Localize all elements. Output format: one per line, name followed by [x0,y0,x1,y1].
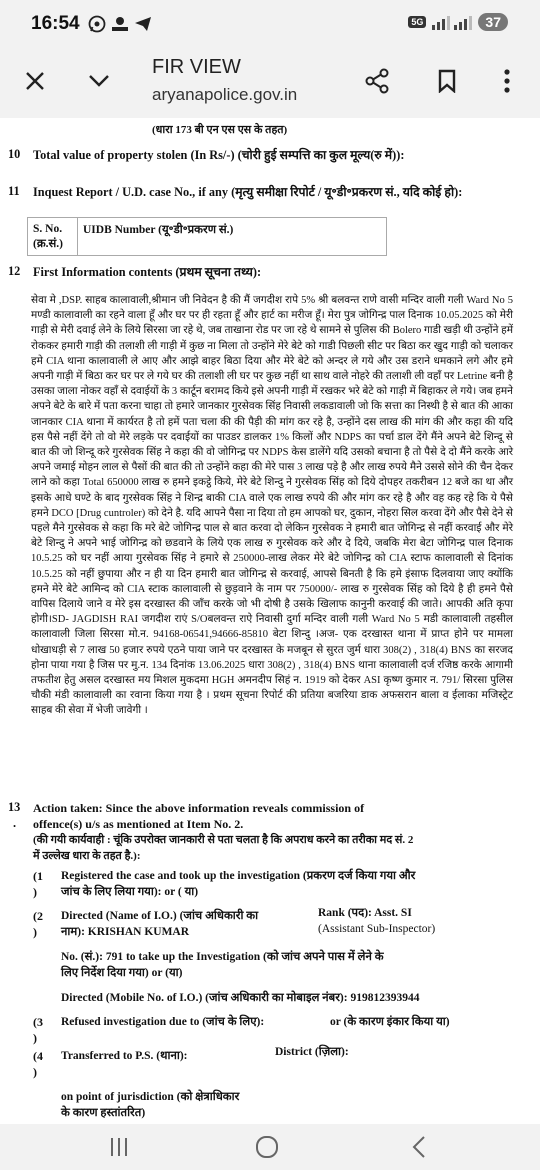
network-badge: 5G [408,16,426,28]
battery-indicator: 37 [478,13,508,31]
fir-document [0,118,540,1124]
io-name-line1: Directed (Name of I.O.) (जांच अधिकारी का [61,910,259,922]
item-10-label: Total value of property stolen (In Rs/-) (चोरी हुई सम्पत्ति का कुल मूल्य(रु में)): [33,148,405,162]
status-time: 16:54 [31,13,80,34]
item-13-hindi-line1: (की गयी कार्यवाही : चूंकि उपरोक्त जानकारी से पता चलता है कि अपराध करने का तरीका मद सं. 2 [33,834,414,846]
dainik-bhaskar-icon [110,14,130,34]
close-icon[interactable] [18,64,52,98]
status-bar [0,0,540,50]
sub-item-number: (3 [33,1015,43,1029]
item-13-hindi-line2: में उल्लेख धारा के तहत है.): [33,850,141,862]
system-nav-bar [0,1124,540,1170]
share-icon[interactable] [360,64,394,98]
sub-item-number: (1 [33,869,43,883]
item-number-dot: . [13,816,17,830]
io-rank-line2: (Assistant Sub-Inspector) [318,923,436,935]
io-mobile: Directed (Mobile No. of I.O.) (जांच अधिकारी का मोबाइल नंबर): 919812393944 [61,992,420,1004]
refused-investigation: Refused investigation due to (जांच के लिए): [61,1016,265,1028]
section-caption: (धारा 173 बी एन एस एस के तहत) [152,124,288,136]
recents-nav-icon[interactable] [104,1133,134,1161]
sub-item-number: (4 [33,1049,43,1063]
jurisdiction-line1: on point of jurisdiction (को क्षेत्राधिकार [61,1091,240,1103]
sub-item-number: (2 [33,909,43,923]
item-11-label: Inquest Report / U.D. case No., if any (मृत्यु समीक्षा रिपोर्ट / यू॰डी॰प्रकरण सं., यदि कोई हो): [33,185,463,199]
sub-item-close: ) [33,885,37,899]
item-number: 11 [8,184,20,198]
page-title: FIR VIEW [152,56,241,78]
chevron-down-icon[interactable] [82,64,116,98]
district-label: District (ज़िला): [275,1046,349,1058]
sub-item-close: ) [33,1031,37,1045]
io-name-line2: नाम): KRISHAN KUMAR [61,926,190,938]
fir-contents-text: सेवा मे ,DSP. साहब कालावाली,श्रीमान जी निवेदन है की मैं जगदीश रापे 5% श्री बलवन्त राणे वासी मन्दिर वाली गली Ward No 5 मण्डी कालावाली का रहने वाला हूँ और घर पर ही रहता हूँ और हार्ट का मरीज हूँ। मेरा पुत्र जोगिन्द्र पाल दिनाक 10.05.2025 को मेरी गाड़ी से मेरी दवाई लेने के लिये सिरसा जा रहे थे, जब ताखाना रोड पर जा रहे थे सामने से पुलिस की Bolero गाडी खड़ी थी उन्होंने हमें रोककर हमारी गाड़ी की तलाशी ली गाड़ी में कुछ ना मिला तो उन्होंने मेरे बेटे को गाडी पिछली सीट पर बिठा कर खुद गाड़ी को चलाकर हमे CIA थाना कालावाली ले आए और आझे बाहर बिठा दिया और मेरे बेटे को अन्दर ले गये और उस डराने धमकाने लगे और हमे अपनी गाड़ी में बिठा कर घर पर ले गये घर की तलाशी ली घर पर कुछ नहीं था साथ वाले नोहरे की तलाशी ली वहाँ पर Letrine बनी है उसका जाला नोकर वहाँ से दवाईयों के 3 कार्टून बरामद किये इसे अपनी गाड़ी में रखकर भरे बेटे को गाड़ी में बिहाकर ले गये। जब हमने अपने बेटे के बारे में पता करना चाहा तो हमारे जानकार गुरसेवक सिंह निवासी लकडावाली जो कि सत्ता का निस्थी है से बात की आका जानकार CIA थाना में कार्यरत है तो हमें पता चला की की पैड़ी की मांग कर रहे है, उन्होंने दस लाख की मांग की और कहा की यदि हस पैसे नहीं देंगे तो वो मेरे लड़के पर दवाईयों का पाउडर डालकर 1% किलों और NDPS का पर्चा डाल देंगे मैंने अपने बेटे शिन्दू से बात की जो शिन्दू करे गुरसेवक सिंह ने कहा की वो जोगिन्द्र पर NDPS केस डालेंगे यदि उसको बचाना है तो पैसे दे दो मैंने करके आरे अपने जमाई मोहन लाल से पैसों की बात की तो उन्होंने कहा की मेरे पास 3 लाख पड़े है और लाख रुपये मैने उससे सोने की चैन देकर लाने को कहा Total 650000 लाख रु हमने इकट्ठे किये, मेरे बेटे शिन्दु ने गुरसेवक सिंह को दिये दोपहर तकरीबन 12 बजे का था और इसके आधे घण्टे के बाद गुरसेवक सिंह ने शिन्द्र बाकी CIA वाले एक लाख रुपये की और मांग कर रहे है और वह कह रहे कि ये पैसे हमने DCO [Drug cuntroler) को देने है. यदि आपने पैसा ना दिया तो हम आपको घर, दुकान, नोहरा सिल करवा देंगे और पैसे देने से पहले मैने गुरसेवक से कहा कि मरे बेटे जोगिन्द्र पाल से बात करवा दो लेकिन गुरसेवक ने हमारी बात जोगिन्द्र से नहीं करवाई और मेरे बेटे शिन्दु ने अपने भाई जोगिन्द्र को छडवाने के लिये एक लाख रु गुरसेवक करे और दे दिये, जबकि मेरा बेटा जोगिन्द्र पाल दिनाक 10.5.25 को घर नहीं आया गुरसेवक सिंह ने हमारे से 250000-लाख लेकर मेरे बेटे जोगिन्द्र को CIA स्टाफ कालावाली से दिनांक 10.5.25 को नहीं छुपाया और न ही या दिन हमारी बात जोगिन्द्र से करवाई, आपसे बिनती है कि हमे इंसाफ दिलवाया जाए क्योंकि हमने मेरे बेटे आमिन्द को CIA स्टाक कालावाली से छुड़वाने के नाम पर 750000/- लाख रु गुरसेवक सिंह को दिये है ही हमने पैसे वापिस दिलाये जाने व मेरे इस दरखास्त की जाँच करके जो भी दोषी है उसके खिलाफ कानुनी करवाई की जाते। आपकी अति कृपा होगी।SD- JAGDISH RAI जगदीश राएं S/Oबलवन्त राऐ निवासी दुर्गा मन्दिर वाली गली Ward No 5 मडी कालावाली तहसील कालावाली जिला सिरसा मो.न. 94168-06541,94666-85810 बेटा शिन्दु ।अज- एक दरखास्त थाना में प्राप्त होने पर मामला धोखाधड़ी से 7 लाख 50 हजार रुपये एठने पाया जाने पर दरखास्त के मजबून से सुरत जुर्म धारा 308(2) , 318(4) BNS का सरजद होना पाया गया है जिस पर मु.न. 134 दिनांक 13.06.2025 धारा 308(2) , 318(4) BNS थाना कालावाली दर्ज रजिष्ठ करके आगामी तफतीश हेतु असल दरखास्त मय मिशल मुकदमा HGH अमनदीप सिहं न. 1919 को देकर ASI कृष्ण कुमार न. 791/ सिरसा पुलिस चौकी मंडी कालावाली का रवाना किया गया है । प्रथम सूचना रिपोर्ट की प्रतिया बजरिया डाक अफसरान बाला व ईलाका मजिस्ट्रेट साहब की सेवा में भेजी जावेगी । [31,295,514,717]
io-number-line1: No. (सं.): 791 to take up the Investigation (को जांच अपने पास में लेने के [61,951,384,963]
item-13-label-line1: Action taken: Since the above information reveals commission of [33,801,365,815]
browser-toolbar [0,50,540,118]
table-header-uidb: UIDB Number (यू॰डी॰प्रकरण सं.) [83,224,234,236]
registered-case-line1: Registered the case and took up the investigation (प्रकरण दर्ज किया गया और [61,870,416,882]
io-rank-line1: Rank (पद): Asst. SI [318,907,412,919]
transferred-to-ps: Transferred to P.S. (थाना): [61,1050,188,1062]
bookmark-icon[interactable] [430,64,464,98]
refused-reason-label: or (के कारण इंकार किया या) [330,1016,450,1028]
home-nav-icon[interactable] [252,1133,282,1161]
more-vert-icon[interactable] [492,64,522,98]
telegram-icon [134,14,152,34]
whatsapp-icon [88,14,106,34]
io-number-line2: लिए निर्देश दिया गया) or (या) [61,967,183,979]
sub-item-close: ) [33,1065,37,1079]
page-url[interactable]: aryanapolice.gov.in [152,85,298,104]
item-13-label-line2: offence(s) u/s as mentioned at Item No. 2. [33,817,244,831]
item-number: 12 [8,264,21,278]
inquest-table [27,217,387,256]
signal-icon [432,14,472,30]
jurisdiction-line2: के कारण हस्तांतरित) [61,1107,146,1119]
sub-item-close: ) [33,925,37,939]
back-nav-icon[interactable] [404,1133,434,1161]
item-number: 13 [8,800,21,814]
item-number: 10 [8,147,21,161]
item-12-label: First Information contents (प्रथम सूचना तथ्य): [33,265,262,279]
table-header-sno: S. No. (क्र.सं.) [33,223,64,250]
registered-case-line2: जांच के लिए लिया गया): or ( या) [61,886,199,898]
